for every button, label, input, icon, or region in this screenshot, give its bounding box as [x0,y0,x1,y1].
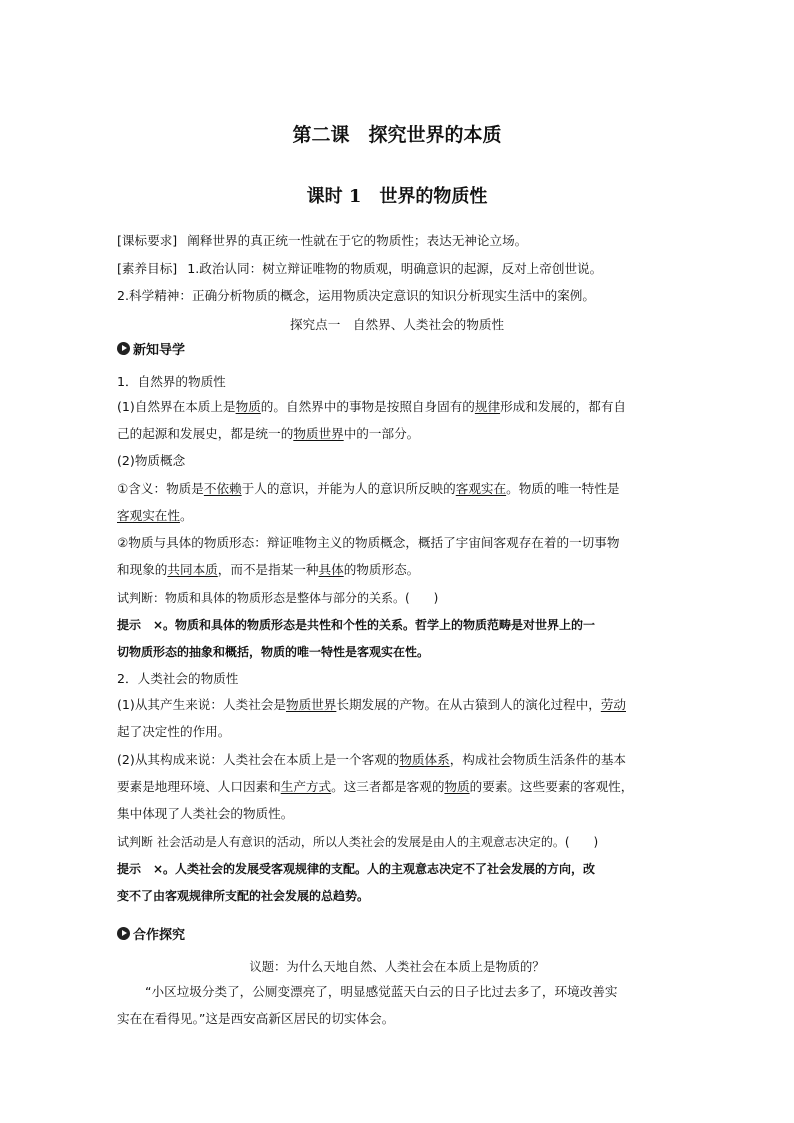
s2-para1-line1 [117,696,626,714]
text: ，构成社会物质生活条件的基本 [449,752,626,767]
literacy-text-2: 2.科学精神：正确分析物质的概念，运用物质决定意识的知识分析现实生活中的案例。 [117,288,595,303]
text: 和现象的 [117,562,168,577]
s2-heading: 2．人类社会的物质性 [117,671,239,686]
text: 。这三者都是客观的 [331,779,445,794]
text: 的物质形态。 [343,562,420,577]
s1-para2: (2)物质概念 [117,453,186,468]
topic: 议题：为什么天地自然、人类社会在本质上是物质的？ [249,960,545,974]
s1-para4-line2 [117,561,419,579]
literacy-line [117,260,602,278]
blank-answer: 物质体系 [399,752,450,767]
text: (1)自然界在本质上是 [117,399,236,414]
text: ①含义：物质是 [117,481,204,496]
blank-answer: 劳动 [600,697,626,712]
text: 于人的意识，并能为人的意识所反映的 [241,481,456,496]
blank-answer: 物质 [235,399,261,414]
blank-answer: 规律 [474,399,501,414]
s1-para4-line1: ②物质与具体的物质形态：辩证唯物主义的物质概念，概括了宇宙间客观存在着的一切事物 [117,535,620,550]
s1-para3-line1 [117,480,619,498]
blank-answer: 客观实在 [455,481,507,496]
standard-text: 阐释世界的真正统一性就在于它的物质性；表达无神论立场。 [187,233,528,248]
text: (1)从其产生来说：人类社会是 [117,697,286,712]
blank-answer: 具体 [318,562,344,577]
section-coop-header [117,924,185,943]
quote-line2: 实在在看得见。”这是西安高新区居民的切实体会。 [117,1011,395,1026]
text: 己的起源和发展史，都是统一的 [117,426,294,441]
s2-para2-line1 [117,751,626,769]
standard-label: [课标要求] [117,233,178,248]
s2-hint-line2: 变不了由客观规律所支配的社会发展的总趋势。 [117,889,370,903]
section-new-label: 新知导学 [133,343,186,358]
text: 中的一部分。 [343,426,420,441]
blank-answer: 生产方式 [280,779,332,794]
s2-para2-line3: 集中体现了人类社会的物质性。 [117,806,294,821]
literacy-label: [素养目标] [117,261,178,276]
blank-answer: 物质世界 [285,697,337,712]
standard-line [117,232,527,250]
text: ，而不是指某一种 [217,562,319,577]
s2-para1-line2: 起了决定性的作用。 [117,724,231,739]
text: 的要素。这些要素的客观性， [469,779,634,794]
s2-hint-line1: 提示 ×。人类社会的发展受客观规律的支配。人的主观意志决定不了社会发展的方向，改 [117,862,596,876]
s1-judge: 试判断：物质和具体的物质形态是整体与部分的关系。( ) [117,591,439,605]
blank-answer: 物质 [444,779,470,794]
s1-para1-line2 [117,425,419,443]
point-title: 探究点一 自然界、人类社会的物质性 [289,317,505,332]
s2-judge: 试判断 社会活动是人有意识的活动，所以人类社会的发展是由人的主观意志决定的。( ) [117,835,599,849]
s1-hint-line2: 切物质形态的抽象和概括，物质的唯一特性是客观实在性。 [117,645,430,659]
text: 长期发展的产物。在从古猿到人的演化过程中， [336,697,601,712]
blank-answer: 客观实在性 [117,508,180,523]
text: 形成和发展的，都有自 [500,399,626,414]
literacy-text: 1.政治认同：树立辩证唯物的物质观，明确意识的起源，反对上帝创世说。 [187,261,603,276]
lesson-subtitle: 课时 1 世界的物质性 [306,186,488,207]
section-new-header [117,339,185,358]
s1-para3-line2 [117,507,193,525]
s2-para2-line2 [117,778,633,796]
blank-answer: 不依赖 [203,481,242,496]
text: 。 [179,508,193,523]
text: 。物质的唯一特性是 [506,481,620,496]
text: (2)从其构成来说：人类社会在本质上是一个客观的 [117,752,400,767]
s1-para1-line1 [117,398,626,416]
lesson-title: 第二课 探究世界的本质 [292,124,502,146]
quote-line1: “小区垃圾分类了，公厕变漂亮了，明显感觉蓝天白云的日子比过去多了，环境改善实 [145,984,618,999]
blank-answer: 共同本质 [167,562,218,577]
text: 的。自然界中的事物是按照自身固有的 [260,399,475,414]
text: 要素是地理环境、人口因素和 [117,779,281,794]
s1-hint-line1: 提示 ×。物质和具体的物质形态是共性和个性的关系。哲学上的物质范畴是对世界上的一 [117,618,596,632]
section-coop-label: 合作探究 [133,928,186,943]
s1-heading: 1．自然界的物质性 [117,374,226,389]
play-circle-icon [117,342,130,355]
blank-answer: 物质世界 [293,426,344,441]
play-circle-icon [117,927,130,940]
